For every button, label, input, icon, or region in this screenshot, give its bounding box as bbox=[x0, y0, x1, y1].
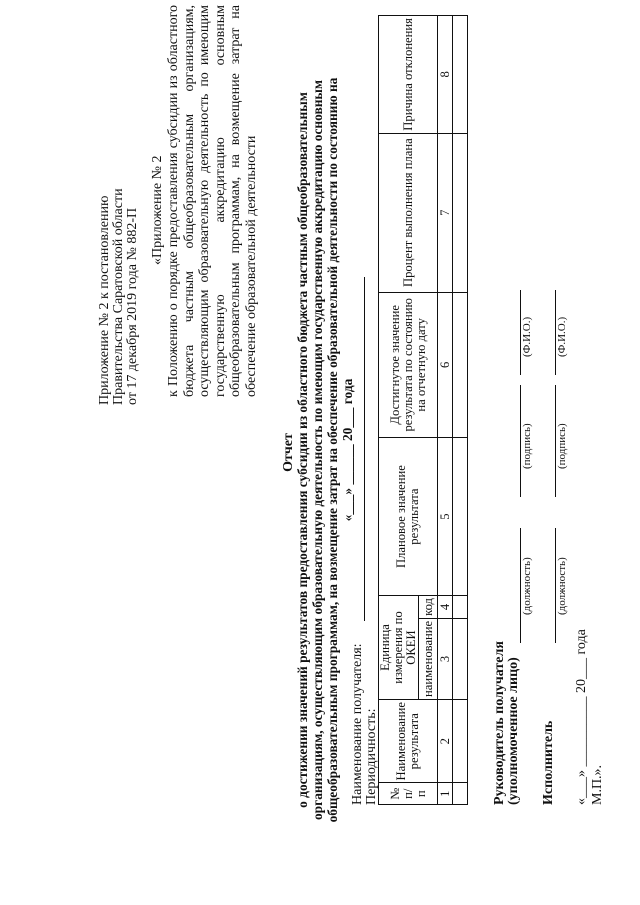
header-achieved: Достигнутое значение результата по состоянию на отчетную дату bbox=[379, 292, 438, 438]
column-number: 2 bbox=[438, 700, 453, 783]
report-description: о достижении значений результатов предоставления субсидии из областного бюджета частным общеобразовательным организациям, осуществляющим образовательную деятельность по имеющим государственную аккредитацию основным общеобразовательным программам, на возмещение затрат на обеспечение образовательной деятельности по состоянию на «___» ______ 20___ года bbox=[295, 77, 355, 823]
column-number: 8 bbox=[438, 16, 453, 134]
column-number: 6 bbox=[438, 292, 453, 438]
date-line: «___» __________ 20___ года bbox=[574, 629, 589, 805]
head-name-line bbox=[506, 290, 521, 375]
head-signature-caption: (подпись) bbox=[521, 423, 533, 469]
executor-name-line bbox=[541, 290, 556, 375]
header-percent: Процент выполнения плана bbox=[379, 133, 438, 292]
executor-signature-caption: (подпись) bbox=[556, 423, 568, 469]
executor-label: Исполнитель bbox=[541, 720, 556, 805]
column-number: 5 bbox=[438, 438, 453, 596]
header-unit: Единица измерения по ОКЕИ bbox=[379, 596, 419, 700]
header-unit-code: код bbox=[419, 596, 438, 619]
header-num: № п/п bbox=[379, 783, 438, 805]
periodicity-label: Периодичность: bbox=[364, 708, 379, 805]
stamp-place: М.П.». bbox=[590, 764, 605, 805]
appendix-2-title: «Приложение № 2 bbox=[150, 155, 165, 265]
head-signature-line bbox=[506, 385, 521, 497]
column-number: 4 bbox=[438, 596, 453, 619]
executor-position-line bbox=[541, 528, 556, 643]
column-number: 3 bbox=[438, 618, 453, 699]
table-row bbox=[453, 16, 468, 805]
head-position-line bbox=[506, 528, 521, 643]
head-name-caption: (Ф.И.О.) bbox=[521, 316, 533, 357]
results-table bbox=[378, 15, 468, 805]
head-label-line1: Руководитель получателя bbox=[492, 641, 507, 805]
header-reason: Причина отклонения bbox=[379, 16, 438, 134]
recipient-line bbox=[350, 277, 365, 621]
head-position-caption: (должность) bbox=[521, 557, 533, 615]
header-result-name: Наименование результата bbox=[379, 700, 438, 783]
column-number: 1 bbox=[438, 783, 453, 805]
appendix-2-paragraph: к Положению о порядке предоставления субсидии из областного бюджета частным общеобразовательным организациям, осуществляющим образовательную деятельность по имеющим государственную аккредитацию основным общеобразовательным программам, на возмещение затрат на обеспечение образовательной деятельности bbox=[166, 5, 259, 397]
executor-signature-line bbox=[541, 385, 556, 497]
appendix-header-line: Приложение № 2 к постановлению bbox=[97, 195, 112, 405]
appendix-header-line: Правительства Саратовской области bbox=[111, 188, 126, 405]
executor-position-caption: (должность) bbox=[556, 557, 568, 615]
recipient-label: Наименование получателя: bbox=[350, 643, 365, 805]
column-number: 7 bbox=[438, 133, 453, 292]
head-label-line2: (уполномоченное лицо) bbox=[506, 657, 521, 805]
appendix-header bbox=[98, 188, 140, 405]
header-unit-name: наименование bbox=[419, 618, 438, 699]
appendix-header-line: от 17 декабря 2019 года № 882-П bbox=[125, 207, 140, 405]
executor-name-caption: (Ф.И.О.) bbox=[556, 316, 568, 357]
header-planned: Плановое значение результата bbox=[379, 438, 438, 596]
periodicity-line bbox=[364, 447, 379, 697]
report-title: Отчет bbox=[281, 433, 296, 472]
